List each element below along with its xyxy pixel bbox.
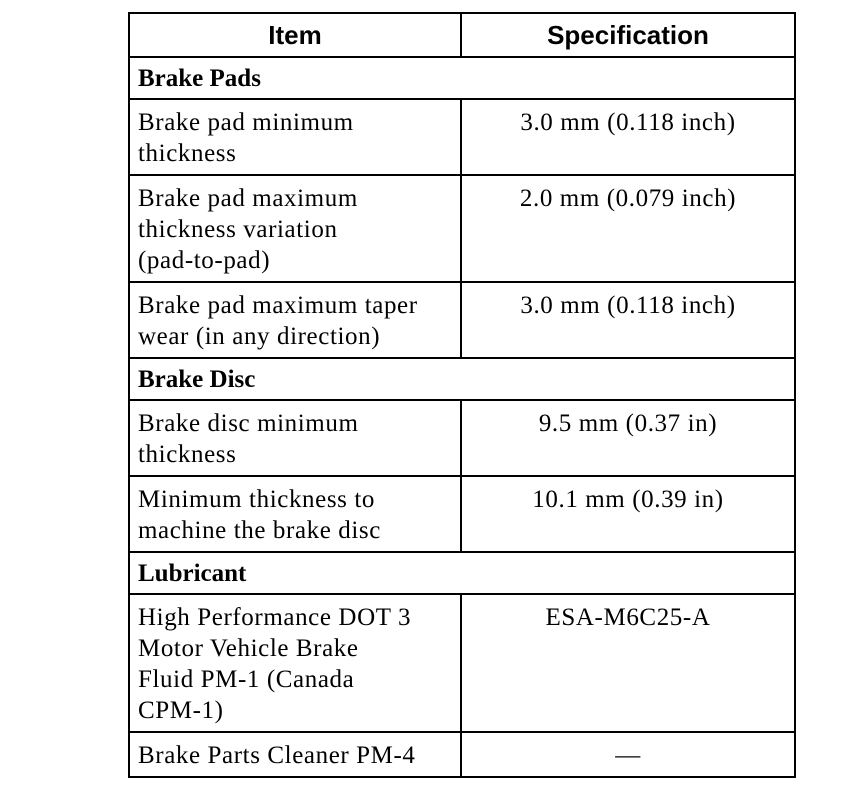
item-cell — [129, 594, 461, 732]
spec-cell: 3.0 mm (0.118 inch) — [461, 99, 795, 175]
item-text: Brake pad maximum taper wear (in any direction) — [138, 292, 418, 350]
section-row — [129, 358, 795, 400]
spec-cell: 3.0 mm (0.118 inch) — [461, 282, 795, 358]
item-cell — [129, 476, 461, 552]
spec-cell: ESA-M6C25-A — [461, 594, 795, 732]
table-row — [129, 282, 795, 358]
item-text: High Performance DOT 3 Motor Vehicle Brake Fluid PM-1 (Canada CPM-1) — [138, 604, 412, 724]
table-row — [129, 476, 795, 552]
section-title-brake-disc: Brake Disc — [129, 358, 795, 400]
item-text: Brake Parts Cleaner PM-4 — [138, 742, 416, 769]
specification-table — [128, 12, 796, 778]
section-row — [129, 57, 795, 99]
item-text: Brake pad minimum thickness — [138, 109, 354, 167]
spec-cell: 9.5 mm (0.37 in) — [461, 400, 795, 476]
header-item: Item — [129, 13, 461, 57]
item-text: Brake disc minimum thickness — [138, 410, 359, 468]
item-text: Minimum thickness to machine the brake disc — [138, 486, 381, 544]
item-text: Brake pad maximum thickness variation (pad-to-pad) — [138, 185, 358, 274]
section-row — [129, 552, 795, 594]
item-cell — [129, 400, 461, 476]
table-row — [129, 175, 795, 282]
header-specification: Specification — [461, 13, 795, 57]
item-cell — [129, 282, 461, 358]
spec-cell: 2.0 mm (0.079 inch) — [461, 175, 795, 282]
table-row — [129, 594, 795, 732]
section-title-brake-pads: Brake Pads — [129, 57, 795, 99]
item-cell — [129, 99, 461, 175]
spec-cell: — — [461, 732, 795, 777]
table-row — [129, 400, 795, 476]
header-row — [129, 13, 795, 57]
item-cell — [129, 175, 461, 282]
table-row — [129, 732, 795, 777]
spec-cell: 10.1 mm (0.39 in) — [461, 476, 795, 552]
item-cell — [129, 732, 461, 777]
table-row — [129, 99, 795, 175]
section-title-lubricant: Lubricant — [129, 552, 795, 594]
